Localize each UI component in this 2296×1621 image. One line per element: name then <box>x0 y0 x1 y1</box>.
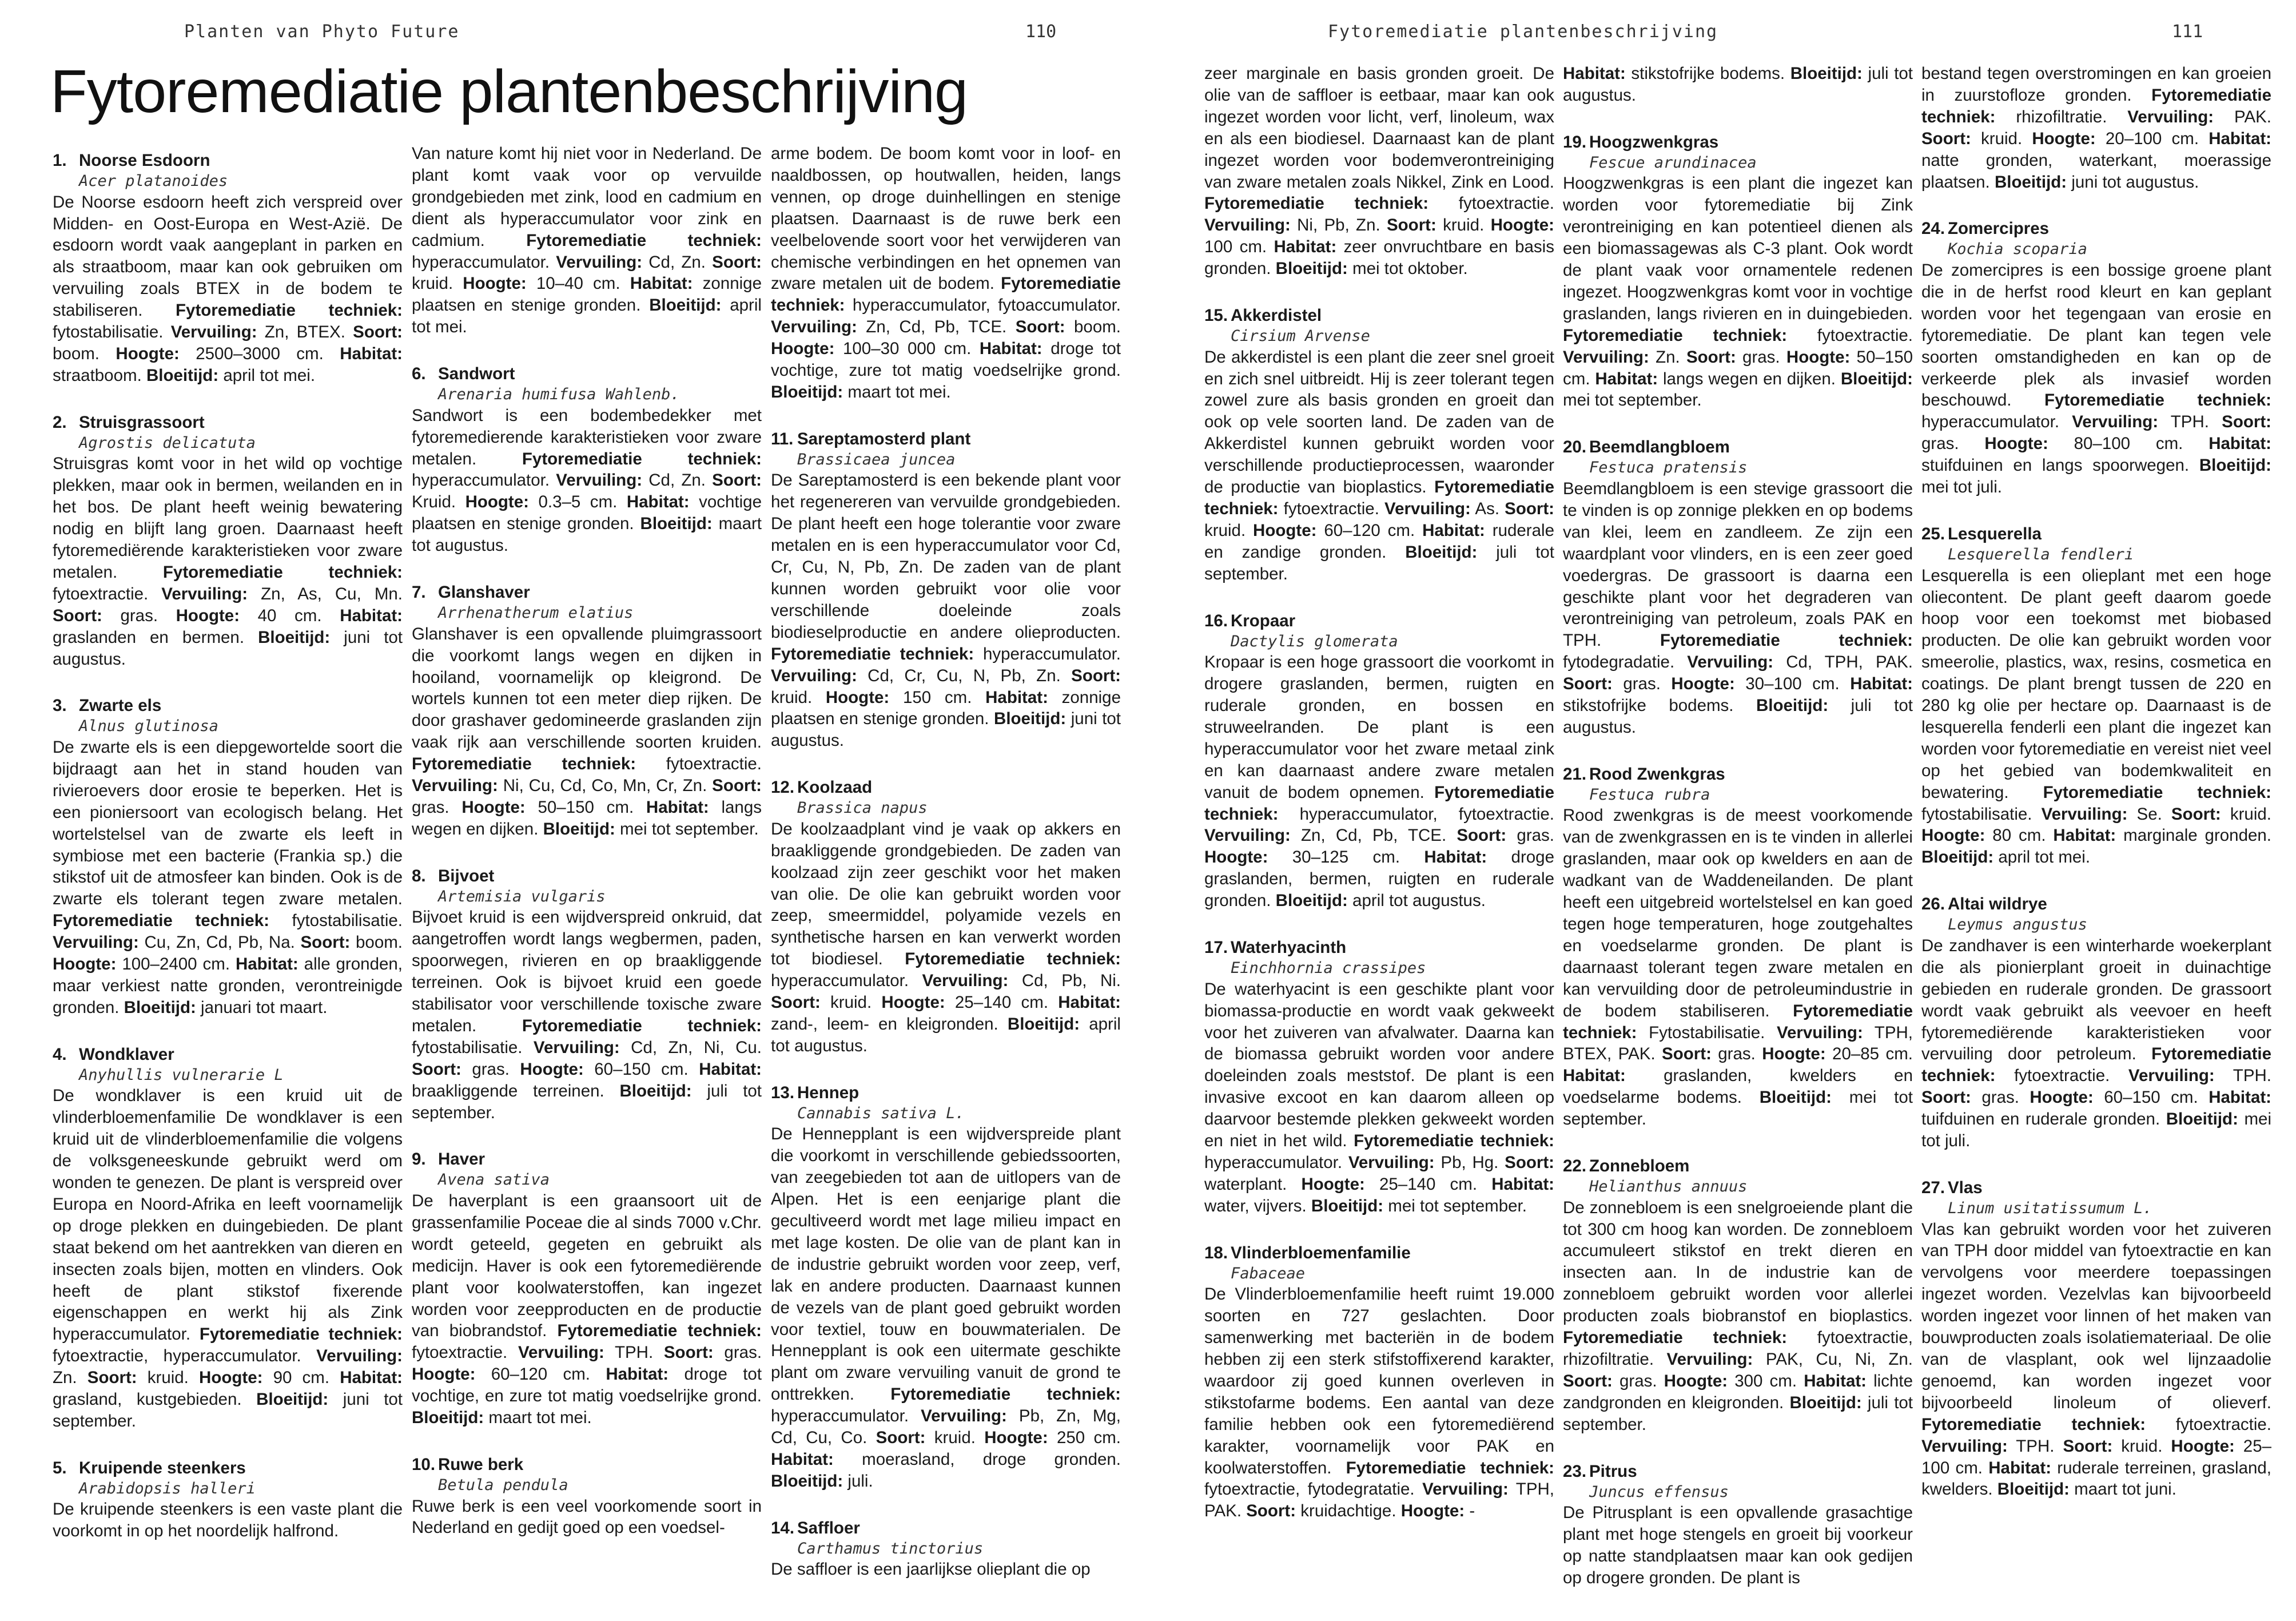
plant-name <box>412 865 762 887</box>
plant-latin-name: Agrostis delicatuta <box>79 434 256 452</box>
plant-description: De haverplant is een graansoort uit de grassenfamilie Poceae die al sinds 7000 v.Chr. wordt geteeld, gegeten en gebruikt als medicijn. Haver is ook een fytoremediërende plant voor koolwaterstoffen, kan ingezet worden voor zeepproducten en de productie van biobrandstof. Fytoremediatie techniek: fytoextractie. Vervuiling: TPH. Soort: gras. Hoogte: 60–120 cm. Habitat: droge tot vochtige, en zure tot matig voedselrijke grond. Bloeitijd: maart tot mei. <box>412 1191 762 1428</box>
plant-entry <box>1204 1242 1554 1523</box>
text-column-5 <box>1563 63 1913 1614</box>
plant-entry <box>412 143 762 338</box>
page-title: Fytoremediatie plantenbeschrijving <box>50 58 968 125</box>
plant-latin-name: Brassicaea juncea <box>797 450 956 468</box>
plant-number: 16. <box>1204 611 1228 630</box>
plant-entry <box>771 1082 1121 1492</box>
plant-common-name: Pitrus <box>1589 1461 1637 1481</box>
plant-latin-name: Arrhenatherum elatius <box>438 604 634 622</box>
plant-common-name: Lesquerella <box>1948 525 2042 543</box>
text-column-3 <box>771 143 1121 1606</box>
plant-number: 9. <box>412 1150 426 1169</box>
plant-name <box>771 428 1121 450</box>
plant-description: De zomercipres is een bossige groene plant die in de herfst rood kleurt en kan geplant worden voor het tegengaan van erosie en fytoremediatie. De plant kan tegen vele soorten omstandigheden en kan op de verkeerde plek als invasief worden beschouwd. Fytoremediatie techniek: hyperaccumulator. Vervuiling: TPH. Soort: gras. Hoogte: 80–100 cm. Habitat: stuifduinen en langs spoorwegen. Bloeitijd: mei tot juli. <box>1921 261 2271 497</box>
plant-latin-name: Festuca rubra <box>1589 785 1710 804</box>
plant-entry <box>53 412 403 670</box>
plant-common-name: Akkerdistel <box>1231 306 1322 325</box>
plant-description: De saffloer is een jaarlijkse olieplant die op <box>771 1560 1091 1579</box>
plant-description: arme bodem. De boom komt voor in loof- en naaldbossen, op houtwallen, heiden, langs vennen, op droge duinhellingen en stenige plaatsen. Daarnaast is de ruwe berk een veelbelovende soort voor het verwijderen van chemische verbindingen en het opnemen van zware metalen uit de bodem. Fytoremediatie techniek: hyperaccumulator, fytoaccumulator. Vervuiling: Zn, Cd, Pb, TCE. Soort: boom. Hoogte: 100–30 000 cm. Habitat: droge tot vochtige, zure tot matig voedselrijke grond. Bloeitijd: maart tot mei. <box>771 144 1121 402</box>
plant-entry <box>412 1149 762 1429</box>
plant-name <box>53 150 403 172</box>
plant-latin-name: Arenaria humifusa Wahlenb. <box>438 386 680 404</box>
plant-number: 22. <box>1563 1157 1587 1176</box>
plant-entry <box>1921 218 2271 498</box>
plant-common-name: Zwarte els <box>79 696 162 716</box>
plant-name <box>412 1454 762 1476</box>
plant-name <box>1921 218 2271 240</box>
plant-latin-name: Cirsium Arvense <box>1231 327 1370 345</box>
plant-number: 13. <box>771 1083 795 1102</box>
plant-common-name: Koolzaad <box>797 778 873 797</box>
plant-common-name: Ruwe berk <box>438 1455 524 1474</box>
text-column-4 <box>1204 63 1554 1547</box>
plant-latin-name: Fabaceae <box>1231 1264 1306 1282</box>
page-number-left: 110 <box>1025 22 1057 42</box>
plant-number: 2. <box>53 412 67 432</box>
plant-number: 21. <box>1563 764 1587 784</box>
plant-latin-name: Carthamus tinctorius <box>797 1539 984 1558</box>
plant-entry <box>412 865 762 1124</box>
plant-entry <box>1563 764 1913 1130</box>
plant-description: Van nature komt hij niet voor in Nederland. De plant komt vaak voor op vervuilde grondgebieden met zink, lood en cadmium en dient als hyperaccumulator voor zink en cadmium. Fytoremediatie techniek: hyperaccumulator. Vervuiling: Cd, Zn. Soort: kruid. Hoogte: 10–40 cm. Habitat: zonnige plaatsen en stenige gronden. Bloeitijd: april tot mei. <box>412 144 762 337</box>
plant-name <box>1921 1177 2271 1199</box>
plant-entry <box>1204 63 1554 280</box>
plant-entry <box>1921 523 2271 868</box>
plant-name <box>771 1517 1121 1539</box>
plant-common-name: Wondklaver <box>79 1044 174 1064</box>
plant-name <box>771 777 1121 798</box>
plant-number: 7. <box>412 583 426 602</box>
plant-entry <box>1921 1177 2271 1500</box>
plant-entry <box>53 695 403 1018</box>
plant-description: De Pitrusplant is een opvallende grasachtige plant met hoge stengels en groeit bij voorkeur op natte standplaatsen maar kan ook gedijen op drogere gronden. De plant is <box>1563 1503 1913 1587</box>
plant-name <box>1204 305 1554 327</box>
plant-common-name: Sareptamosterd plant <box>797 429 971 448</box>
plant-latin-name: Lesquerella fendleri <box>1948 545 2134 563</box>
plant-latin-name: Cannabis sativa L. <box>797 1104 965 1122</box>
plant-common-name: Kropaar <box>1231 611 1296 630</box>
plant-number: 11. <box>771 429 794 448</box>
plant-number: 19. <box>1563 132 1587 152</box>
plant-number: 27. <box>1921 1178 1945 1197</box>
plant-name <box>53 412 403 434</box>
plant-entry <box>53 150 403 387</box>
running-head-left: Planten van Phyto Future <box>184 22 460 42</box>
plant-description: De koolzaadplant vind je vaak op akkers en braakliggende grondgebieden. De zaden van koolzaad zijn zeer geschikt voor het maken van olie. De olie kan gebruikt worden voor zeep, smeermiddel, polyamide vezels en synthetische harsen en kan verwerkt worden tot biodiesel. Fytoremediatie techniek: hyperaccumulator. Vervuiling: Cd, Pb, Ni. Soort: kruid. Hoogte: 25–140 cm. Habitat: zand-, leem- en kleigronden. Bloeitijd: april tot augustus. <box>771 819 1121 1055</box>
plant-number: 10. <box>412 1455 436 1474</box>
plant-entry <box>53 1044 403 1432</box>
plant-entry <box>412 1454 762 1539</box>
plant-entry <box>412 582 762 840</box>
plant-number: 25. <box>1921 525 1945 543</box>
plant-entry <box>1563 1155 1913 1436</box>
plant-common-name: Hennep <box>797 1083 859 1102</box>
plant-description: Vlas kan gebruikt worden voor het zuiveren van TPH door middel van fytoextractie en kan vervolgens voor meerdere toepassingen ingezet worden. Vezelvlas kan bijvoorbeeld worden ingezet voor linnen of het maken van bouwproducten zoals isolatiemateriaal. De olie van de vlasplant, ook wel lijnzaadolie genoemd, kan worden ingezet voor bijvoorbeeld linoleum of olieverf. Fytoremediatie techniek: fytoextractie. Vervuiling: TPH. Soort: kruid. Hoogte: 25–100 cm. Habitat: ruderale terreinen, grasland, kwelders. Bloeitijd: maart tot juni. <box>1921 1219 2272 1499</box>
plant-name <box>1563 1461 1913 1483</box>
plant-description: De zwarte els is een diepgewortelde soort die bijdraagt aan het in stand houden van rivieroevers door erosie te beperken. Het is een pioniersoort van ecologisch belang. Het wortelstelsel van de zwarte els leeft in symbiose met een bacterie (Frankia sp.) die stikstof uit de atmosfeer kan binden. Ook is de zwarte els tolerant tegen zware metalen. Fytoremediatie techniek: fytostabilisatie. Vervuiling: Cu, Zn, Cd, Pb, Na. Soort: boom. Hoogte: 100–2400 cm. Habitat: alle gronden, maar verkiest natte gronden, verontreinigde gronden. Bloeitijd: januari tot maart. <box>53 738 403 1017</box>
plant-number: 5. <box>53 1458 67 1477</box>
plant-entry <box>1563 132 1913 412</box>
plant-number: 3. <box>53 696 67 716</box>
plant-description: De Vlinderbloemenfamilie heeft ruimt 19.000 soorten en 727 geslachten. Door samenwerking met bacteriën in de bodem hebben zij een sterk stifstoffixerend karakter, waardoor zij goed kunnen overleven in stikstofarme bodems. Een aantal van deze familie hebben ook een fytoremediërend karakter, voornamelijk voor PAK en koolwaterstoffen. Fytoremediatie techniek: fytoextractie, fytodegratatie. Vervuiling: TPH, PAK. Soort: kruidachtige. Hoogte: - <box>1204 1285 1554 1521</box>
plant-common-name: Kruipende steenkers <box>79 1458 246 1477</box>
plant-description: De wondklaver is een kruid uit de vlinderbloemenfamilie De wondklaver is een kruid uit de vlinderbloemenfamilie die volgens de volksgeneeskunde gebruikt werd om wonden te genezen. De plant is verspreid over Europa en Noord-Afrika en leeft voornamelijk op droge plekken en duingebieden. De plant staat bekend om het aantrekken van dieren en insecten zoals bijen, motten en vlinders. Ook heeft de plant stikstof fixerende eigenschappen en werkt hij als Zink hyperaccumulator. Fytoremediatie techniek: fytoextractie, hyperaccumulator. Vervuiling: Zn. Soort: kruid. Hoogte: 90 cm. Habitat: grasland, kustgebieden. Bloeitijd: juni tot september. <box>53 1086 403 1431</box>
plant-description: De Sareptamosterd is een bekende plant voor het regenereren van vervuilde grondgebieden. De plant heeft een hoge tolerantie voor zware metalen en is een hyperaccumulator voor Cd, Cr, Cu, N, Pb, Zn. De zaden van de plant kunnen worden gebruikt voor olie voor verschillende doeleinde zoals biodieselproductie en andere olieproducten. Fytoremediatie techniek: hyperaccumulator. Vervuiling: Cd, Cr, Cu, N, Pb, Zn. Soort: kruid. Hoogte: 150 cm. Habitat: zonnige plaatsen en stenige gronden. Bloeitijd: juni tot augustus. <box>771 471 1121 750</box>
text-column-6 <box>1921 63 2271 1525</box>
plant-name <box>1204 937 1554 959</box>
plant-latin-name: Kochia scoparia <box>1948 240 2087 259</box>
plant-latin-name: Fescue arundinacea <box>1589 153 1757 172</box>
plant-description: Bijvoet kruid is een wijdverspreid onkruid, dat aangetroffen wordt langs wegbermen, paden, spoorwegen, rivieren en op braakliggende terreinen. Ook is bijvoet kruid een goede stabilisator voor verschillende toxische zware metalen. Fytoremediatie techniek: fytostabilisatie. Vervuiling: Cd, Zn, Ni, Cu. Soort: gras. Hoogte: 60–150 cm. Habitat: braakliggende terreinen. Bloeitijd: juli tot september. <box>412 908 762 1122</box>
plant-latin-name: Festuca pratensis <box>1589 459 1748 477</box>
plant-description: zeer marginale en basis gronden groeit. De olie van de saffloer is eetbaar, maar kan ook ingezet worden voor licht, verf, linoleum, wax en als een biodiesel. Daarnaast kan de plant ingezet worden voor bodemverontreiniging van zware metalen zoals Nikkel, Zink en Lood. Fytoremediatie techniek: fytoextractie. Vervuiling: Ni, Pb, Zn. Soort: kruid. Hoogte: 100 cm. Habitat: zeer onvruchtbare en basis gronden. Bloeitijd: mei tot oktober. <box>1204 64 1555 279</box>
plant-common-name: Vlinderbloemenfamilie <box>1231 1243 1411 1262</box>
plant-entry <box>771 777 1121 1057</box>
plant-latin-name: Avena sativa <box>438 1171 550 1189</box>
plant-latin-name: Arabidopsis halleri <box>79 1479 256 1497</box>
page-number-right: 111 <box>2172 22 2203 42</box>
plant-description: De zonnebloem is een snelgroeiende plant die tot 300 cm hoog kan worden. De zonnebloem accumuleert stikstof en trekt dieren en insecten aan. In de industrie kan de zonnebloem gebruikt worden voor allerlei producten zoals biobranstof en bioplastics. Fytoremediatie techniek: fytoextractie, rhizofiltratie. Vervuiling: PAK, Cu, Ni, Zn. Soort: gras. Hoogte: 300 cm. Habitat: lichte zandgronden en kleigronden. Bloeitijd: juli tot september. <box>1563 1198 1913 1434</box>
plant-name <box>1563 764 1913 785</box>
plant-name <box>1204 1242 1554 1264</box>
running-head-right: Fytoremediatie plantenbeschrijving <box>1328 22 1718 42</box>
plant-common-name: Rood Zwenkgras <box>1589 764 1725 784</box>
plant-name <box>412 582 762 603</box>
plant-number: 26. <box>1921 895 1945 914</box>
plant-number: 8. <box>412 866 426 885</box>
plant-entry <box>1204 305 1554 585</box>
plant-latin-name: Einchhornia crassipes <box>1231 959 1426 977</box>
plant-latin-name: Helianthus annuus <box>1589 1177 1748 1195</box>
plant-name <box>1921 523 2271 545</box>
plant-name <box>1563 1155 1913 1177</box>
plant-entry <box>771 143 1121 403</box>
plant-description: bestand tegen overstromingen en kan groeien in zuurstofloze gronden. Fytoremediatie techniek: rhizofiltratie. Vervuiling: PAK. Soort: kruid. Hoogte: 20–100 cm. Habitat: natte gronden, waterkant, moerassige plaatsen. Bloeitijd: juni tot augustus. <box>1921 64 2271 192</box>
plant-common-name: Noorse Esdoorn <box>79 151 210 170</box>
plant-description: Hoogzwenkgras is een plant die ingezet kan worden voor fytoremediatie bij Zink verontreiniging en kan potentieel dienen als een biomassagewas als C-3 plant. Ook wordt de plant vaak voor ornamentele redenen ingezet. Hoogzwenkgras komt voor in vochtige graslanden, langs rivieren en in duingebieden. Fytoremediatie techniek: fytoextractie. Vervuiling: Zn. Soort: gras. Hoogte: 50–150 cm. Habitat: langs wegen en dijken. Bloeitijd: mei tot september. <box>1563 174 1913 410</box>
plant-name <box>412 1149 762 1170</box>
plant-description: De zandhaver is een winterharde woekerplant die als pionierplant groeit in duinachtige gebieden en ruderale gronden. De grassoort wordt vaak gebruikt als veevoer en heeft fytoremediërende karakteristieken voor vervuiling door petroleum. Fytoremediatie techniek: fytoextractie. Vervuiling: TPH. Soort: gras. Hoogte: 60–150 cm. Habitat: tuifduinen en ruderale gronden. Bloeitijd: mei tot juli. <box>1921 936 2272 1151</box>
plant-entry <box>412 363 762 557</box>
plant-entry <box>1563 63 1913 106</box>
plant-name <box>53 1457 403 1479</box>
plant-latin-name: Leymus angustus <box>1948 916 2087 934</box>
plant-common-name: Altai wildrye <box>1948 895 2047 914</box>
plant-common-name: Haver <box>438 1150 486 1169</box>
plant-entry <box>771 1517 1121 1581</box>
plant-number: 20. <box>1563 438 1587 457</box>
plant-entry <box>1563 1461 1913 1589</box>
plant-latin-name: Acer platanoides <box>79 172 228 190</box>
plant-entry <box>1204 610 1554 912</box>
plant-description: Beemdlangbloem is een stevige grassoort die te vinden is op zonnige plekken en op bodems van klei, leem en zandleem. Ze zijn een waardplant voor vlinders, en is een zeer goed voedergras. De grassoort is daarna een geschikte plant voor het degraderen van verontreiniging van petroleum, zoals PAK en TPH. Fytoremediatie techniek: fytodegradatie. Vervuiling: Cd, TPH, PAK. Soort: gras. Hoogte: 30–100 cm. Habitat: stikstofrijke bodems. Bloeitijd: juli tot augustus. <box>1563 479 1913 737</box>
plant-description: Kropaar is een hoge grassoort die voorkomt in drogere graslanden, bermen, ruigten en ruderale gronden, en bossen en struweelranden. De plant is een hyperaccumulator voor het zware metaal zink en kan daarnaast andere zware metalen vanuit de bodem opnemen. Fytoremediatie techniek: hyperaccumulator, fytoextractie. Vervuiling: Zn, Cd, Pb, TCE. Soort: gras. Hoogte: 30–125 cm. Habitat: droge graslanden, bermen, ruigten en ruderale gronden. Bloeitijd: april tot augustus. <box>1204 653 1554 911</box>
plant-name <box>1563 436 1913 458</box>
plant-description: Ruwe berk is een veel voorkomende soort in Nederland en gedijt goed op een voedsel- <box>412 1496 762 1537</box>
plant-common-name: Bijvoet <box>438 866 495 885</box>
plant-number: 18. <box>1204 1243 1228 1262</box>
plant-entry <box>771 428 1121 752</box>
plant-common-name: Saffloer <box>797 1518 860 1537</box>
plant-common-name: Sandwort <box>438 364 515 384</box>
plant-name <box>53 695 403 717</box>
plant-latin-name: Anyhullis vulnerarie L <box>79 1066 284 1084</box>
plant-common-name: Struisgrassoort <box>79 412 205 432</box>
plant-number: 14. <box>771 1518 795 1537</box>
plant-name <box>1204 610 1554 632</box>
plant-common-name: Waterhyacinth <box>1231 938 1347 957</box>
plant-number: 12. <box>771 778 795 797</box>
plant-number: 24. <box>1921 219 1945 239</box>
plant-latin-name: Brassica napus <box>797 799 928 817</box>
plant-entry <box>1204 937 1554 1217</box>
plant-name <box>771 1082 1121 1104</box>
plant-latin-name: Juncus effensus <box>1589 1483 1729 1501</box>
plant-common-name: Hoogzwenkgras <box>1589 132 1719 152</box>
plant-common-name: Zonnebloem <box>1589 1157 1690 1176</box>
plant-latin-name: Linum usitatissumum L. <box>1948 1199 2152 1217</box>
plant-name <box>1563 132 1913 153</box>
text-column-1 <box>53 150 403 1567</box>
plant-common-name: Zomercipres <box>1948 219 2050 239</box>
plant-latin-name: Dactylis glomerata <box>1231 632 1398 650</box>
plant-description: De Hennepplant is een wijdverspreide plant die voorkomt in verschillende gebiedssoorten, van zeegebieden tot aan de uitlopers van de Alpen. Het is een eenjarige plant die gecultiveerd wordt met lage milieu impact en met lage kosten. De olie van de plant kan in de industrie gebruikt worden voor zeep, verf, lak en andere producten. Daarnaast kunnen de vezels van de plant goed gebruikt worden voor textiel, touw en bouwmaterialen. De Hennepplant is ook een uitermate geschikte plant om zware vervuiling vanuit de grond te onttrekken. Fytoremediatie techniek: hyperaccumulator. Vervuiling: Pb, Zn, Mg, Cd, Cu, Co. Soort: kruid. Hoogte: 250 cm. Habitat: moerasland, droge gronden. Bloeitijd: juli. <box>771 1125 1121 1491</box>
plant-latin-name: Betula pendula <box>438 1476 568 1494</box>
plant-name <box>1921 893 2271 915</box>
plant-number: 23. <box>1563 1461 1587 1481</box>
plant-description: Struisgras komt voor in het wild op vochtige plekken, maar ook in bermen, weilanden en in het bos. De plant heeft weinig bewatering nodig en blijft lang groen. Daarnaast heeft fytoremediërende karakteristieken voor zware metalen. Fytoremediatie techniek: fytoextractie. Vervuiling: Zn, As, Cu, Mn. Soort: gras. Hoogte: 40 cm. Habitat: graslanden en bermen. Bloeitijd: juni tot augustus. <box>53 454 403 669</box>
plant-name <box>412 363 762 385</box>
plant-common-name: Vlas <box>1948 1178 1983 1197</box>
plant-name <box>53 1044 403 1066</box>
plant-number: 1. <box>53 151 67 170</box>
plant-description: De waterhyacint is een geschikte plant voor biomassa-productie en wordt vaak gekweekt voor het zuiveren van afvalwater. Daarna kan de biomassa gebruikt worden voor andere doeleinden zoals meststof. De plant is een invasive excoot en kan daarom alleen op daarvoor bestemde plekken gekweekt worden en niet in het wild. Fytoremediatie techniek: hyperaccumulator. Vervuiling: Pb, Hg. Soort: waterplant. Hoogte: 25–140 cm. Habitat: water, vijvers. Bloeitijd: mei tot september. <box>1204 979 1555 1215</box>
plant-number: 6. <box>412 364 426 384</box>
plant-entry <box>53 1457 403 1542</box>
plant-number: 15. <box>1204 306 1228 325</box>
plant-description: Lesquerella is een olieplant met een hoge oliecontent. De plant geeft daarom goede hoop voor een toekomst met biobased producten. De olie kan gebruikt worden voor smeerolie, plastics, wax, resins, cosmetica en coatings. De plant brengt tussen de 220 en 280 kg olie per hectare op. Daarnaast is de lesquerella fenderli een plant die ingezet kan worden voor fytoremediatie en vereist niet veel op het gebied van bodemkwaliteit en bewatering. Fytoremediatie techniek: fytostabilisatie. Vervuiling: Se. Soort: kruid. Hoogte: 80 cm. Habitat: marginale gronden. Bloeitijd: april tot mei. <box>1921 566 2272 867</box>
plant-description: De Noorse esdoorn heeft zich verspreid over Midden- en Oost-Europa en West-Azië. De esdoorn wordt vaak aangeplant in parken en als straatboom, maar kan ook gebruiken om vervuiling zoals BTEX in de bodem te stabiliseren. Fytoremediatie techniek: fytostabilisatie. Vervuiling: Zn, BTEX. Soort: boom. Hoogte: 2500–3000 cm. Habitat: straatboom. Bloeitijd: april tot mei. <box>53 192 403 385</box>
plant-description: De akkerdistel is een plant die zeer snel groeit en zich snel uitbreidt. Hij is zeer tolerant tegen zowel zure als basis gronden en groeit dan ook op vele soorten land. De zaden van de Akkerdistel kunnen gebruikt worden voor verschillende productieprocessen, waaronder de productie van bioplastics. Fytoremediatie techniek: fytoextractie. Vervuiling: As. Soort: kruid. Hoogte: 60–120 cm. Habitat: ruderale en zandige gronden. Bloeitijd: juli tot september. <box>1204 347 1554 583</box>
plant-entry <box>1921 63 2271 193</box>
text-column-2 <box>412 143 762 1564</box>
plant-description: Habitat: stikstofrijke bodems. Bloeitijd: juli tot augustus. <box>1563 64 1913 105</box>
plant-number: 17. <box>1204 938 1228 957</box>
plant-latin-name: Artemisia vulgaris <box>438 887 606 905</box>
plant-latin-name: Alnus glutinosa <box>79 717 218 736</box>
plant-description: Glanshaver is een opvallende pluimgrassoort die voorkomt langs wegen en dijken in hooiland, voornamelijk op kleigrond. De wortels kunnen tot een meter diep rijken. De door grashaver gedomineerde graslanden zijn vaak rijk aan verschillende soorten kruiden. Fytoremediatie techniek: fytoextractie. Vervuiling: Ni, Cu, Cd, Co, Mn, Cr, Zn. Soort: gras. Hoogte: 50–150 cm. Habitat: langs wegen en dijken. Bloeitijd: mei tot september. <box>412 624 762 839</box>
plant-common-name: Beemdlangbloem <box>1589 438 1730 457</box>
plant-description: Rood zwenkgras is de meest voorkomende van de zwenkgrassen en is te vinden in allerlei graslanden, maar ook op kwelders en aan de wadkant van de Waddeneilanden. De plant heeft een uitgebreid wortelstelsel en kan goed tegen hoge temperaturen, hoge zoutgehaltes en voedselarme gronden. De plant is daarnaast tolerant tegen zware metalen en kan vervuilding door de petroleumindustrie in de bodem stabiliseren. Fytoremediatie techniek: Fytostabilisatie. Vervuiling: TPH, BTEX, PAK. Soort: gras. Hoogte: 20–85 cm. Habitat: graslanden, kwelders en voedselarme bodems. Bloeitijd: mei tot september. <box>1563 806 1913 1129</box>
plant-description: De kruipende steenkers is een vaste plant die voorkomt in op het noordelijk halfrond. <box>53 1500 403 1541</box>
plant-description: Sandwort is een bodembedekker met fytoremedierende karakteristieken voor zware metalen. Fytoremediatie techniek: hyperaccumulator. Vervuiling: Cd, Zn. Soort: Kruid. Hoogte: 0.3–5 cm. Habitat: vochtige plaatsen en stenige gronden. Bloeitijd: maart tot augustus. <box>412 406 762 555</box>
plant-number: 4. <box>53 1044 67 1064</box>
plant-entry <box>1563 436 1913 738</box>
plant-common-name: Glanshaver <box>438 583 530 602</box>
plant-entry <box>1921 893 2271 1152</box>
